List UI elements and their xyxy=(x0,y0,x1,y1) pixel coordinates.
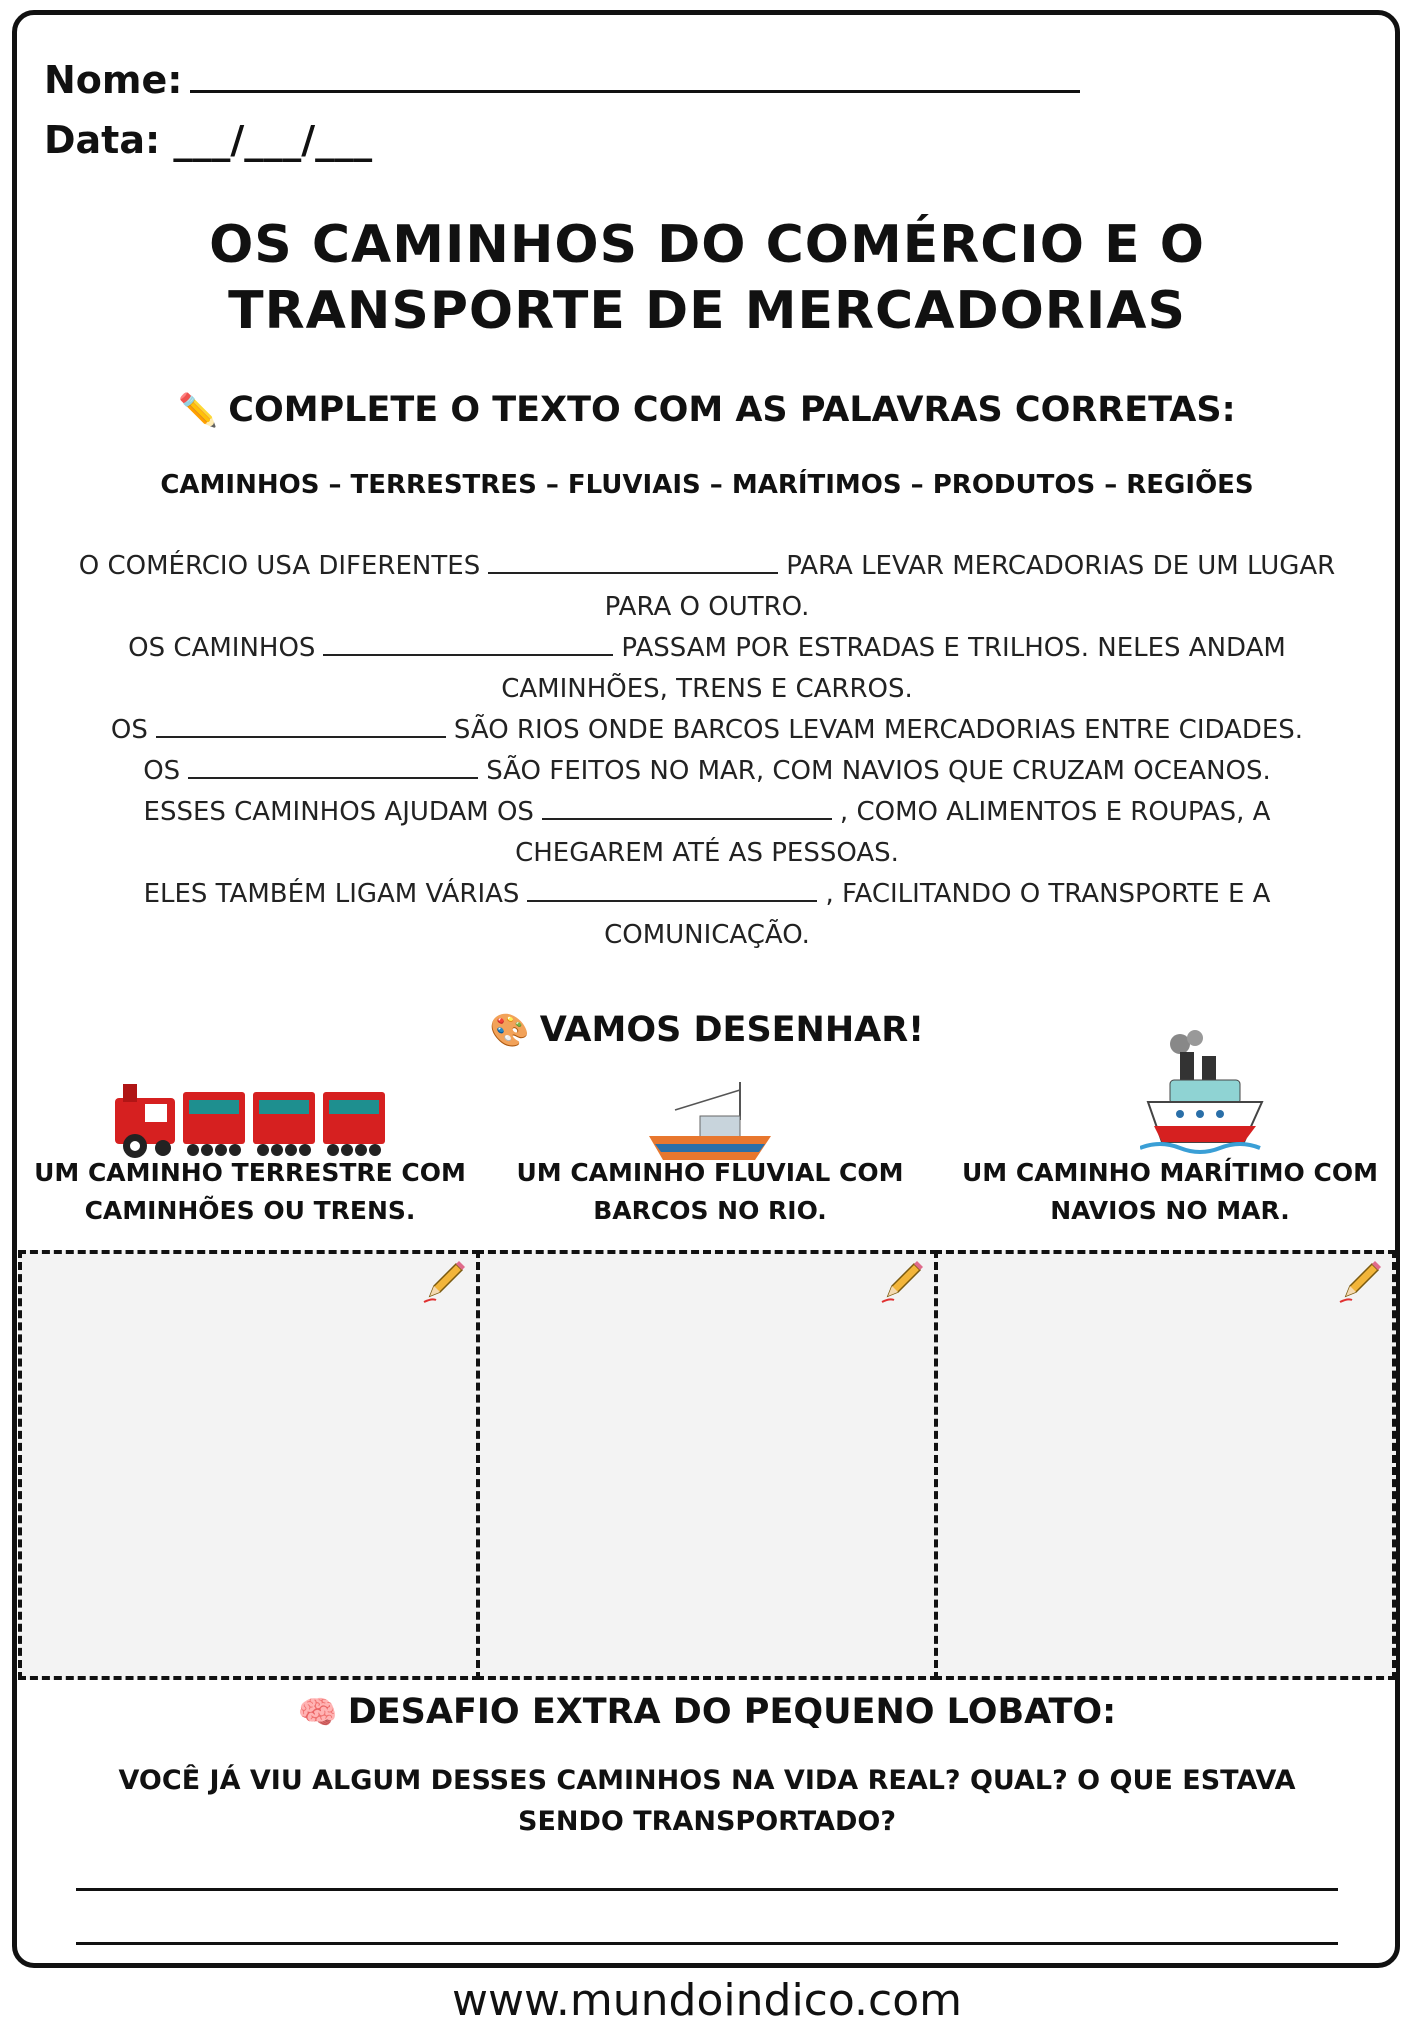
caption-line: UM CAMINHO TERRESTRE COM xyxy=(34,1158,466,1187)
train-icon xyxy=(105,1082,395,1162)
name-label: Nome: xyxy=(44,58,183,102)
section-complete-heading xyxy=(40,390,1374,430)
sentence-3 xyxy=(70,710,1344,751)
caption-line: UM CAMINHO MARÍTIMO COM xyxy=(961,1158,1378,1187)
sentence-text: ELES TAMBÉM LIGAM VÁRIAS xyxy=(143,879,520,909)
footer-url: www.mundoindico.com xyxy=(452,1975,962,2026)
palette-icon: 🎨 xyxy=(489,1011,530,1049)
caption-fluvial xyxy=(480,1154,940,1230)
sentence-text: SÃO RIOS ONDE BARCOS LEVAM MERCADORIAS ENTRE CIDADES. xyxy=(453,715,1304,745)
sentence-text: OS xyxy=(110,715,148,745)
sentence-6 xyxy=(70,874,1344,956)
caption-line: CAMINHÕES OU TRENS. xyxy=(84,1196,416,1225)
caption-maritimo xyxy=(940,1154,1400,1230)
sentence-text: OS xyxy=(143,756,181,786)
section-challenge-heading xyxy=(40,1692,1374,1732)
column-fluvial xyxy=(480,1070,940,1230)
drawing-area-terrestre[interactable] xyxy=(18,1250,480,1680)
name-field[interactable] xyxy=(44,58,1080,102)
drawing-area-fluvial[interactable] xyxy=(476,1250,938,1680)
sentence-2 xyxy=(70,628,1344,710)
sentence-text: SÃO FEITOS NO MAR, COM NAVIOS QUE CRUZAM OCEANOS. xyxy=(486,756,1271,786)
caption-line: UM CAMINHO FLUVIAL COM xyxy=(516,1158,904,1187)
section-complete-heading-text: COMPLETE O TEXTO COM AS PALAVRAS CORRETAS: xyxy=(228,390,1236,430)
blank-field[interactable] xyxy=(323,632,613,656)
brain-icon: 🧠 xyxy=(297,1693,338,1731)
blank-field[interactable] xyxy=(542,796,832,820)
sentence-text: PARA LEVAR MERCADORIAS DE UM LUGAR PARA O OUTRO. xyxy=(604,551,1336,622)
sentence-text: ESSES CAMINHOS AJUDAM OS xyxy=(143,797,534,827)
page-title: OS CAMINHOS DO COMÉRCIO E O TRANSPORTE DE MERCADORIAS xyxy=(209,215,1205,341)
blank-field[interactable] xyxy=(156,714,446,738)
challenge-question: VOCÊ JÁ VIU ALGUM DESSES CAMINHOS NA VIDA REAL? QUAL? O QUE ESTAVA SENDO TRANSPORTADO? xyxy=(118,1765,1296,1837)
date-label: Data: ___/___/___ xyxy=(44,118,373,162)
answer-line-2[interactable] xyxy=(76,1942,1338,1945)
name-blank[interactable] xyxy=(190,60,1080,93)
blank-field[interactable] xyxy=(488,550,778,574)
caption-line: BARCOS NO RIO. xyxy=(593,1196,827,1225)
sentence-text: , COMO ALIMENTOS E ROUPAS, A CHEGAREM ATÉ AS PESSOAS. xyxy=(515,797,1271,868)
draw-columns xyxy=(20,1070,1400,1230)
column-maritimo xyxy=(940,1070,1400,1230)
section-draw-heading-text: VAMOS DESENHAR! xyxy=(539,1010,925,1050)
sentence-text: , FACILITANDO O TRANSPORTE E A COMUNICAÇÃO. xyxy=(604,879,1271,950)
pencil-icon: ✏️ xyxy=(178,391,219,429)
drawing-boxes xyxy=(18,1250,1396,1680)
caption-terrestre xyxy=(20,1154,480,1230)
sentence-1 xyxy=(70,546,1344,628)
word-bank: CAMINHOS – TERRESTRES – FLUVIAIS – MARÍTIMOS – PRODUTOS – REGIÕES xyxy=(160,470,1254,500)
sentence-text: OS CAMINHOS xyxy=(128,633,316,663)
answer-line-1[interactable] xyxy=(76,1888,1338,1891)
caption-line: NAVIOS NO MAR. xyxy=(1050,1196,1290,1225)
sentence-text: O COMÉRCIO USA DIFERENTES xyxy=(78,551,481,581)
pencil-icon xyxy=(880,1258,926,1304)
drawing-area-maritimo[interactable] xyxy=(934,1250,1396,1680)
blank-field[interactable] xyxy=(188,755,478,779)
column-terrestre xyxy=(20,1070,480,1230)
section-challenge-heading-text: DESAFIO EXTRA DO PEQUENO LOBATO: xyxy=(347,1692,1117,1732)
pencil-icon xyxy=(1338,1258,1384,1304)
sentence-4 xyxy=(70,751,1344,792)
sentence-text: PASSAM POR ESTRADAS E TRILHOS. NELES ANDAM CAMINHÕES, TRENS E CARROS. xyxy=(501,633,1286,704)
ship-icon xyxy=(1140,1030,1270,1160)
fill-in-paragraph xyxy=(70,546,1344,956)
date-field[interactable] xyxy=(44,118,372,162)
pencil-icon xyxy=(422,1258,468,1304)
blank-field[interactable] xyxy=(527,878,817,902)
sentence-5 xyxy=(70,792,1344,874)
